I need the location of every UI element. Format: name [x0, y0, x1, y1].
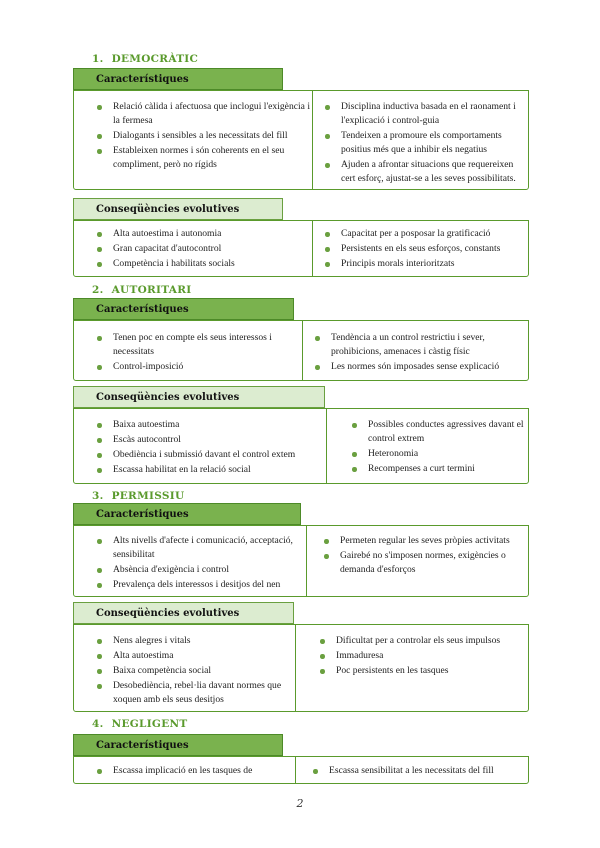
section-1-consequences-tab: Conseqüències evolutives	[73, 198, 283, 220]
section-2-title: 2. AUTORITARI	[92, 284, 192, 296]
list-item: Poc persistents en les tasques	[296, 664, 530, 678]
section-2-characteristics-tab: Característiques	[73, 298, 294, 320]
list-item: Permeten regular les seves pròpies activitats	[307, 534, 530, 548]
section-3-title: 3. PERMISSIU	[92, 490, 185, 502]
list-item: Absència d'exigència i control	[74, 563, 306, 577]
list-item: Ajuden a afrontar situacions que requereixen cert esforç, ajustat-se a les seves possibilitats.	[313, 158, 530, 186]
list-item: Disciplina inductiva basada en el raonament i l'explicació i control-guia	[313, 100, 530, 128]
section-3-characteristics-tab: Característiques	[73, 503, 301, 525]
section-1-title: 1. DEMOCRÀTIC	[92, 53, 199, 65]
list-item: Baixa autoestima	[74, 418, 326, 432]
list-item: Dificultat per a controlar els seus impulsos	[296, 634, 530, 648]
list-item: Escassa habilitat en la relació social	[74, 463, 326, 477]
section-1-characteristics-tab: Característiques	[73, 68, 283, 90]
list-item: Obediència i submissió davant el control extem	[74, 448, 326, 462]
list-item: Control-imposició	[74, 360, 302, 374]
section-2-characteristics-box	[73, 320, 529, 381]
list-item: Gairebé no s'imposen normes, exigències o demanda d'esforços	[307, 549, 530, 577]
list-item: Capacitat per a posposar la gratificació	[313, 227, 530, 241]
list-item: Competència i habilitats socials	[74, 257, 312, 271]
list-item: Alta autoestima i autonomia	[74, 227, 312, 241]
list-item: Alta autoestima	[74, 649, 295, 663]
list-item: Nens alegres i vitals	[74, 634, 295, 648]
list-item: Estableixen normes i són coherents en el seu compliment, però no rígids	[74, 144, 312, 172]
list-item: Baixa competència social	[74, 664, 295, 678]
list-item: Escassa sensibilitat a les necessitats del fill	[296, 764, 530, 778]
section-4-characteristics-box	[73, 756, 529, 784]
list-item: Heteronomia	[327, 447, 530, 461]
list-item: Dialogants i sensibles a les necessitats del fill	[74, 129, 312, 143]
section-2-consequences-tab: Conseqüències evolutives	[73, 386, 325, 408]
section-2-consequences-box	[73, 408, 529, 484]
list-item: Tendència a un control restrictiu i sever, prohibicions, amenaces i càstig físic	[303, 331, 530, 359]
list-item: Les normes són imposades sense explicació	[303, 360, 530, 374]
list-item: Recompenses a curt termini	[327, 462, 530, 476]
section-1-consequences-box	[73, 220, 529, 277]
list-item: Desobediència, rebel·lia davant normes que xoquen amb els seus desitjos	[74, 679, 295, 707]
section-3-consequences-box	[73, 624, 529, 712]
list-item: Possibles conductes agressives davant el control extrem	[327, 418, 530, 446]
section-4-characteristics-tab: Característiques	[73, 734, 283, 756]
page-number: 2	[296, 797, 304, 810]
list-item: Relació càlida i afectuosa que inclogui l'exigència i la fermesa	[74, 100, 312, 128]
list-item: Prevalença dels interessos i desitjos del nen	[74, 578, 306, 592]
list-item: Persistents en els seus esforços, constants	[313, 242, 530, 256]
section-3-consequences-tab: Conseqüències evolutives	[73, 602, 294, 624]
list-item: Alts nivells d'afecte i comunicació, acceptació, sensibilitat	[74, 534, 306, 562]
section-1-characteristics-box	[73, 90, 529, 190]
list-item: Escàs autocontrol	[74, 433, 326, 447]
section-4-title: 4. NEGLIGENT	[92, 718, 188, 730]
list-item: Gran capacitat d'autocontrol	[74, 242, 312, 256]
section-3-characteristics-box	[73, 525, 529, 597]
list-item: Immaduresa	[296, 649, 530, 663]
list-item: Principis morals interioritzats	[313, 257, 530, 271]
list-item: Tendeixen a promoure els comportaments positius més que a inhibir els negatius	[313, 129, 530, 157]
list-item: Escassa implicació en les tasques de	[74, 764, 295, 778]
list-item: Tenen poc en compte els seus interessos i necessitats	[74, 331, 302, 359]
